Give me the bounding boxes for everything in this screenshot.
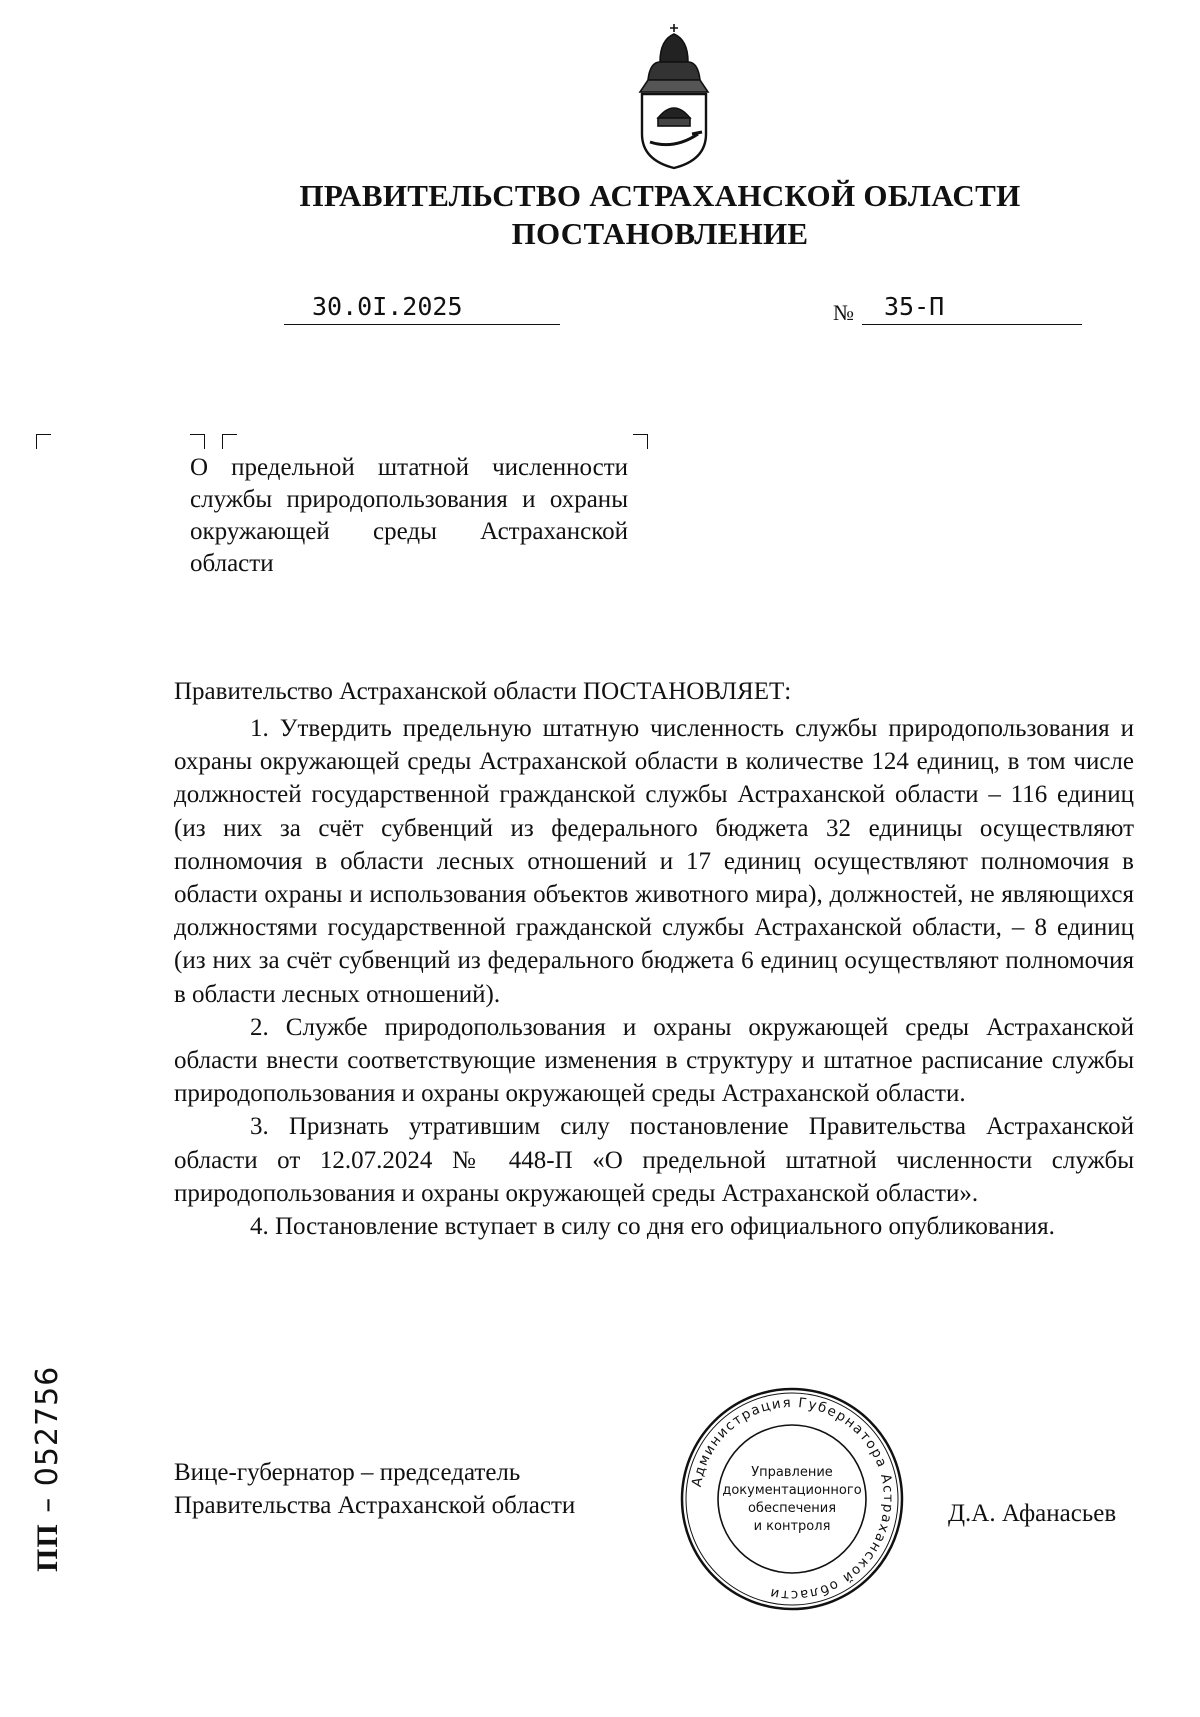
corner-mark bbox=[190, 434, 205, 449]
stamp-inner-line-2: документационного bbox=[722, 1483, 862, 1498]
document-date: 30.0I.2025 bbox=[312, 292, 463, 321]
corner-mark bbox=[222, 434, 237, 449]
clause-1: 1. Утвердить предельную штатную численность службы природопользования и охраны окружающей среды Астраханской области в количестве 124 единиц, в том числе должностей государственной гражданской службы Астраханской области – 116 единиц (из них за счёт субвенций из федерального бюджета 32 единицы осуществляют полномочия в области лесных отношений и 17 единиц осуществляют полномочия в области охраны и использования объектов животного мира), должностей, не являющихся должностями государственной гражданской службы Астраханской области, – 8 единиц (из них за счёт субвенций из федерального бюджета 6 единиц осуществляют полномочия в области лесных отношений). bbox=[174, 715, 1134, 1008]
svg-text:Администрация Губернатора Астр bbox=[689, 1395, 896, 1603]
stamp-inner-line-3: обеспечения bbox=[747, 1501, 837, 1516]
signatory-title-line-1: Вице-губернатор – председатель bbox=[174, 1459, 521, 1486]
date-underline bbox=[284, 324, 560, 325]
number-sign: № bbox=[833, 300, 854, 325]
corner-mark bbox=[633, 434, 648, 449]
stamp-outer-text: Администрация Губернатора Астраханской области bbox=[688, 1394, 897, 1604]
side-code-number: 052756 bbox=[30, 1365, 65, 1487]
document-type-title: ПОСТАНОВЛЕНИЕ bbox=[511, 216, 809, 251]
signatory-name: Д.А. Афанасьев bbox=[948, 1500, 1117, 1527]
document-subject: О предельной штатной численности службы природопользования и охраны окружающей среды Астраханской области bbox=[190, 454, 628, 577]
official-stamp bbox=[677, 1384, 907, 1614]
signatory-title-line-2: Правительства Астраханской области bbox=[174, 1492, 576, 1519]
side-code-prefix: ПП bbox=[31, 1523, 64, 1572]
government-title: ПРАВИТЕЛЬСТВО АСТРАХАНСКОЙ ОБЛАСТИ bbox=[299, 178, 1021, 213]
side-serial-code: ПП – 052756 bbox=[30, 1365, 65, 1572]
preamble: Правительство Астраханской области ПОСТАНОВЛЯЕТ: bbox=[174, 678, 792, 705]
clause-4: 4. Постановление вступает в силу со дня его официального опубликования. bbox=[250, 1213, 1055, 1241]
clause-2: 2. Службе природопользования и охраны окружающей среды Астраханской области внести соответствующие изменения в структуру и штатное расписание службы природопользования и охраны окружающей среды Астраханской области. bbox=[174, 1013, 1134, 1108]
number-underline bbox=[862, 324, 1082, 325]
corner-mark bbox=[36, 434, 51, 449]
document-number: 35-П bbox=[884, 292, 945, 321]
signatory-title bbox=[174, 1456, 575, 1522]
coat-of-arms-emblem bbox=[630, 22, 718, 172]
stamp-inner-line-4: и контроля bbox=[753, 1519, 831, 1534]
document-body bbox=[174, 712, 1134, 1243]
clause-3: 3. Признать утратившим силу постановление Правительства Астраханской области от 12.07.2024 № 448-П «О предельной штатной численности службы природопользования и охраны окружающей среды Астраханской области». bbox=[174, 1113, 1134, 1207]
stamp-inner-line-1: Управление bbox=[751, 1465, 833, 1480]
